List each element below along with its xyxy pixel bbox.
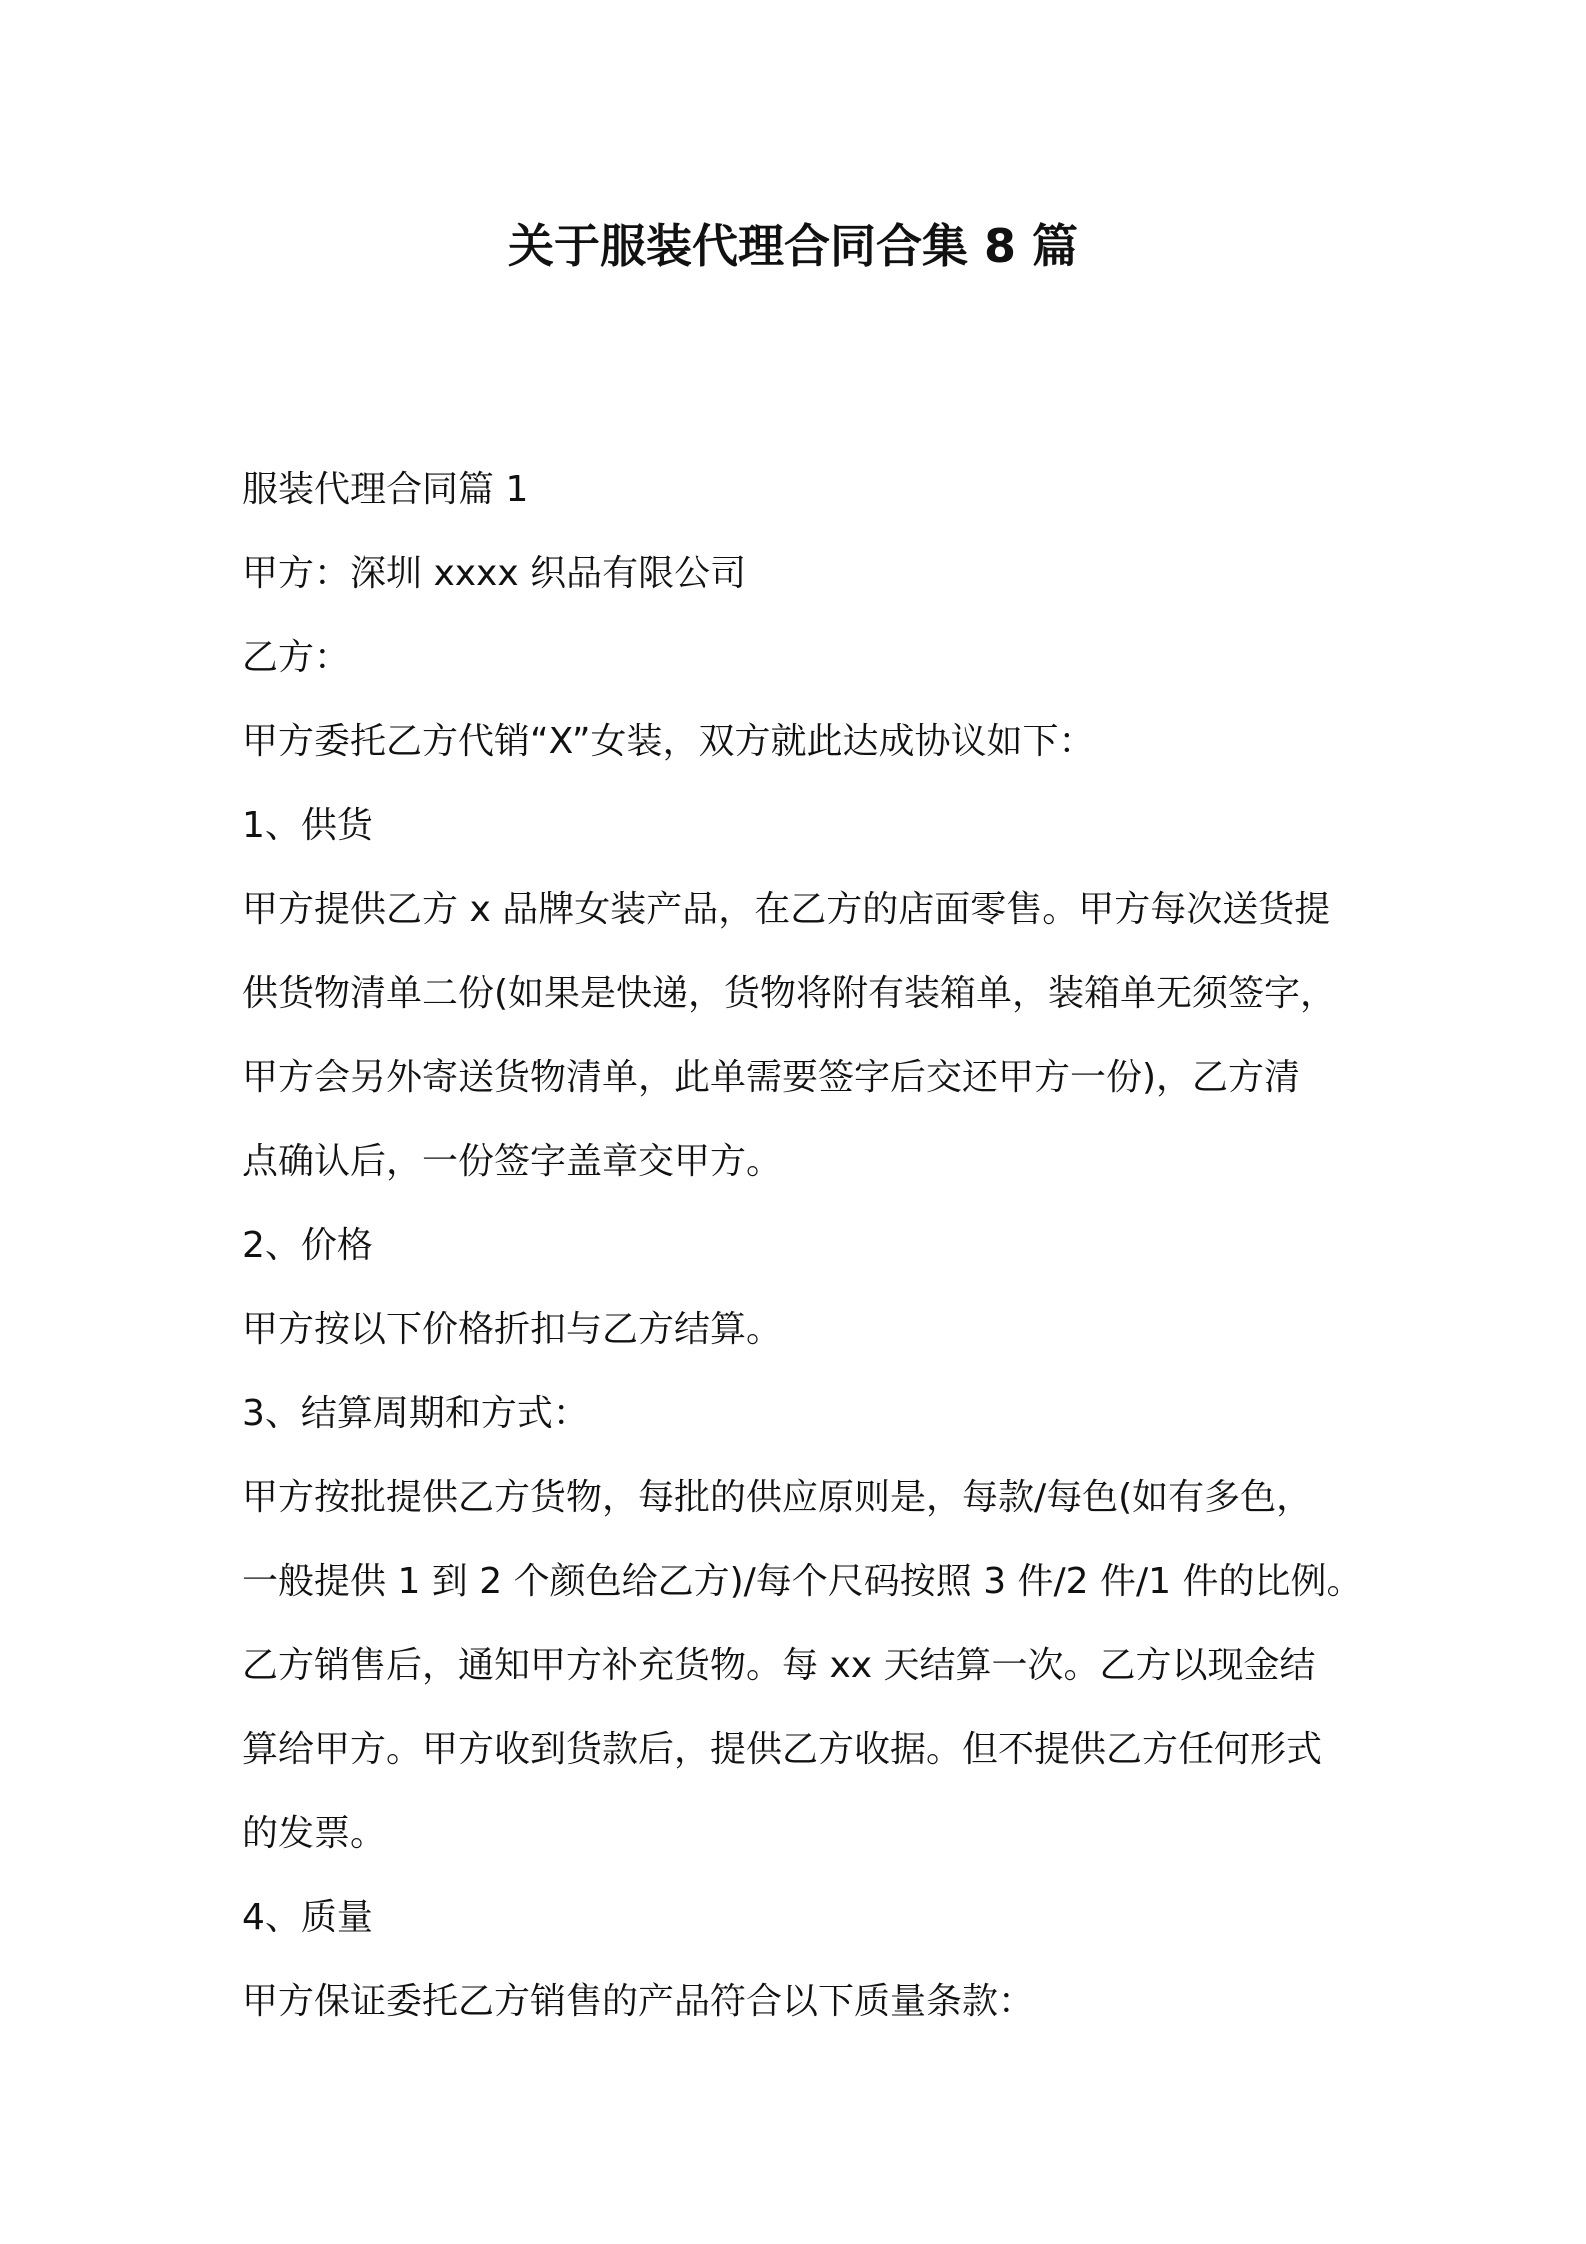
- clause-3-text-line: 乙方销售后，通知甲方补充货物。每 xx 天结算一次。乙方以现金结: [242, 1645, 1316, 1686]
- clause-1-text-line: 甲方会另外寄送货物清单，此单需要签字后交还甲方一份)，乙方清: [242, 1057, 1301, 1098]
- clause-4-text-line: 甲方保证委托乙方销售的产品符合以下质量条款：: [242, 1981, 1035, 2022]
- clause-1-text-line: 甲方提供乙方 x 品牌女装产品，在乙方的店面零售。甲方每次送货提: [242, 889, 1331, 930]
- party-b-line: 乙方：: [242, 637, 351, 678]
- agreement-intro: 甲方委托乙方代销“X”女装，双方就此达成协议如下：: [242, 721, 1095, 762]
- document-body: [242, 448, 1372, 2044]
- clause-4-heading: 4、质量: [242, 1897, 373, 1938]
- contract-heading: 服装代理合同篇 1: [242, 469, 529, 510]
- clause-2-text-line: 甲方按以下价格折扣与乙方结算。: [242, 1309, 783, 1350]
- clause-1-heading: 1、供货: [242, 805, 373, 846]
- document-title: 关于服装代理合同合集 8 篇: [507, 219, 1079, 273]
- clause-2-heading: 2、价格: [242, 1225, 373, 1266]
- clause-3-text-line: 一般提供 1 到 2 个颜色给乙方)/每个尺码按照 3 件/2 件/1 件的比例。: [242, 1561, 1363, 1602]
- clause-1-text-line: 点确认后，一份签字盖章交甲方。: [242, 1141, 783, 1182]
- clause-3-text-line: 甲方按批提供乙方货物，每批的供应原则是，每款/每色(如有多色，: [242, 1477, 1313, 1518]
- clause-3-heading: 3、结算周期和方式：: [242, 1393, 589, 1434]
- clause-1-text-line: 供货物清单二份(如果是快递，货物将附有装箱单，装箱单无须签字，: [242, 973, 1337, 1014]
- clause-3-text-line: 算给甲方。甲方收到货款后，提供乙方收据。但不提供乙方任何形式: [242, 1729, 1323, 1770]
- clause-3-text-line: 的发票。: [242, 1813, 387, 1854]
- party-a-line: 甲方：深圳 xxxx 织品有限公司: [242, 553, 747, 594]
